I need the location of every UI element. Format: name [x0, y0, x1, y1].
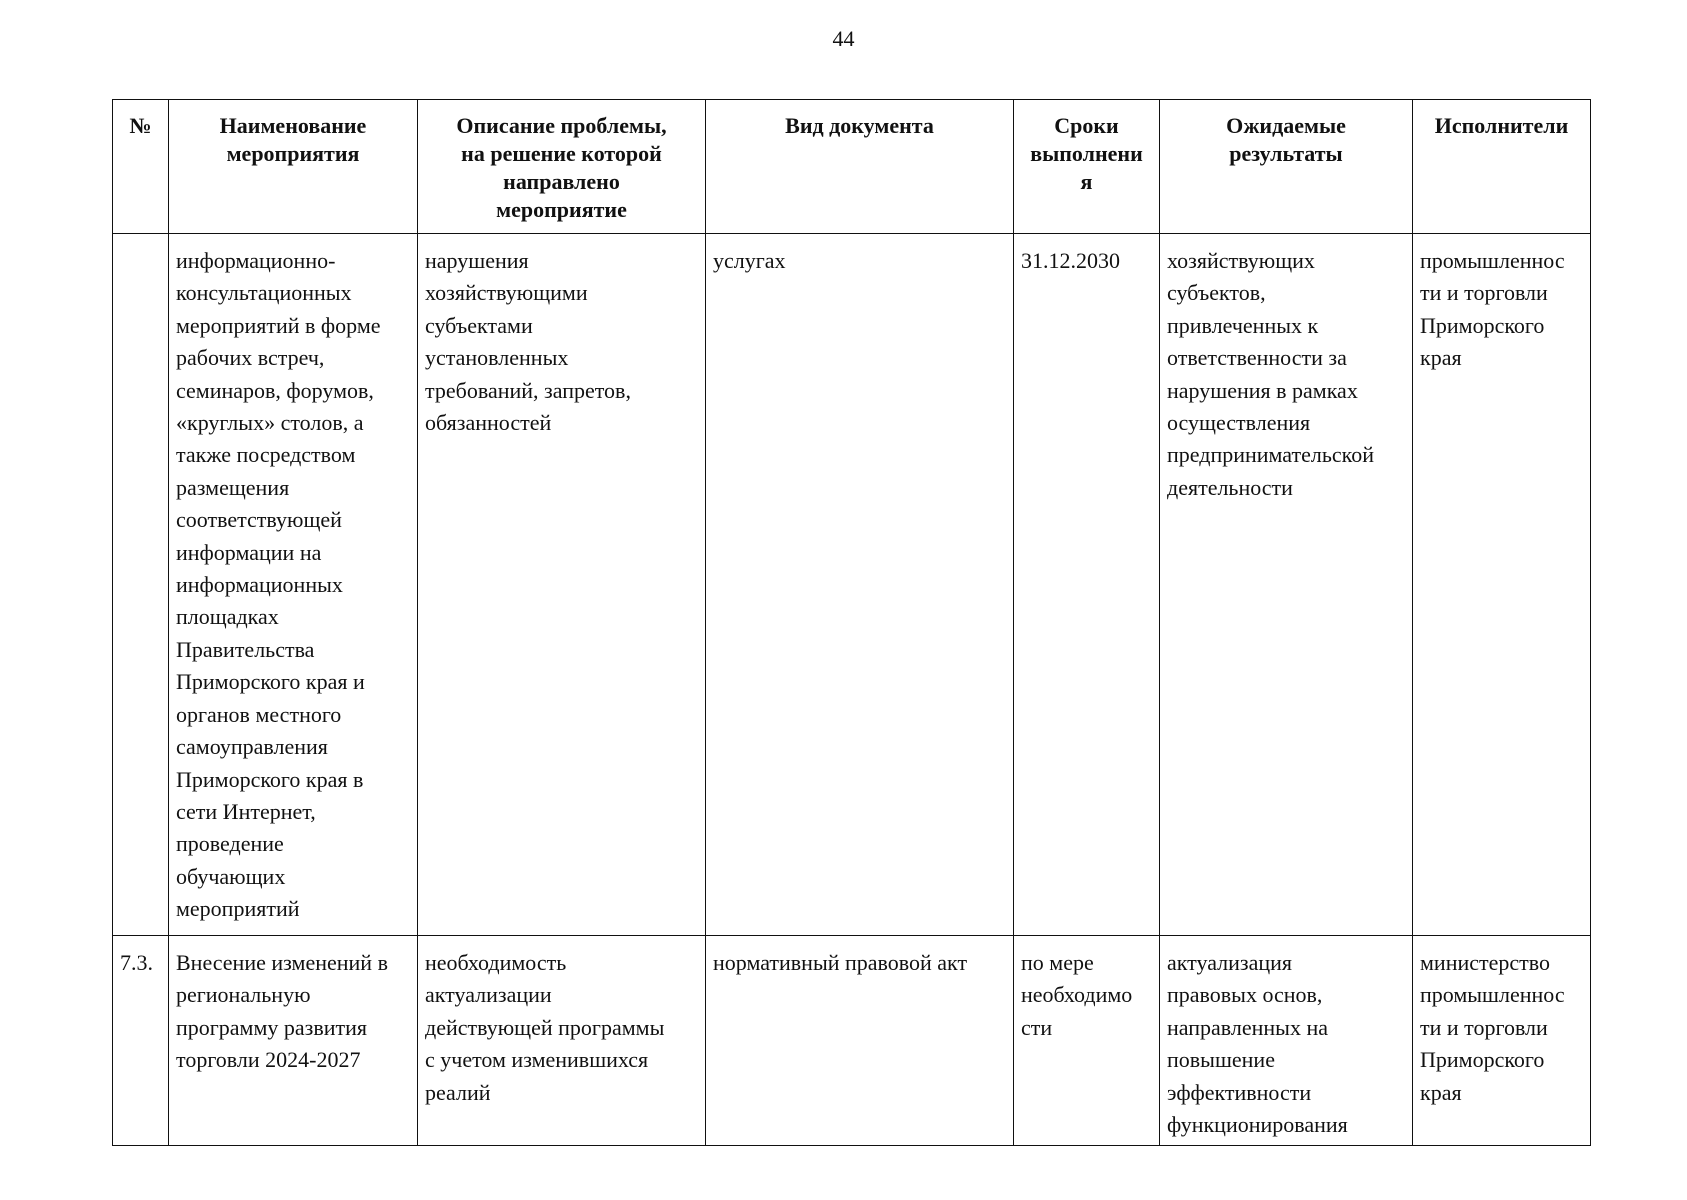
measures-table — [112, 99, 1591, 1146]
header-number: № — [113, 100, 169, 234]
header-problem: Описание проблемы, на решение которой направлено мероприятие — [418, 100, 706, 234]
table-header-row — [113, 100, 1591, 234]
header-expected-results: Ожидаемые результаты — [1160, 100, 1413, 234]
cell-number — [113, 234, 169, 936]
cell-name: информационно- консультационных мероприятий в форме рабочих встреч, семинаров, форумов, «круглых» столов, а также посредством размещения соответствующей информации на информационных площадках Правительства Приморского края и органов местного самоуправления Приморского края в сети Интернет, проведение обучающих мероприятий — [169, 234, 418, 936]
cell-problem: нарушения хозяйствующими субъектами установленных требований, запретов, обязанностей — [418, 234, 706, 936]
header-deadline: Сроки выполнени я — [1014, 100, 1160, 234]
cell-executors: промышленнос ти и торговли Приморского края — [1413, 234, 1591, 936]
cell-name: Внесение изменений в региональную программу развития торговли 2024-2027 — [169, 936, 418, 1146]
cell-document-type: услугах — [706, 234, 1014, 936]
table-row — [113, 936, 1591, 1146]
cell-expected-results: актуализация правовых основ, направленных на повышение эффективности функционирования — [1160, 936, 1413, 1146]
cell-deadline: по мере необходимо сти — [1014, 936, 1160, 1146]
cell-problem: необходимость актуализации действующей программы с учетом изменившихся реалий — [418, 936, 706, 1146]
cell-number: 7.3. — [113, 936, 169, 1146]
cell-expected-results: хозяйствующих субъектов, привлеченных к ответственности за нарушения в рамках осуществления предпринимательской деятельности — [1160, 234, 1413, 936]
cell-document-type: нормативный правовой акт — [706, 936, 1014, 1146]
page-number: 44 — [832, 26, 855, 51]
cell-deadline: 31.12.2030 — [1014, 234, 1160, 936]
header-name: Наименование мероприятия — [169, 100, 418, 234]
header-document-type: Вид документа — [706, 100, 1014, 234]
header-executors: Исполнители — [1413, 100, 1591, 234]
cell-executors: министерство промышленнос ти и торговли Приморского края — [1413, 936, 1591, 1146]
table-row — [113, 234, 1591, 936]
